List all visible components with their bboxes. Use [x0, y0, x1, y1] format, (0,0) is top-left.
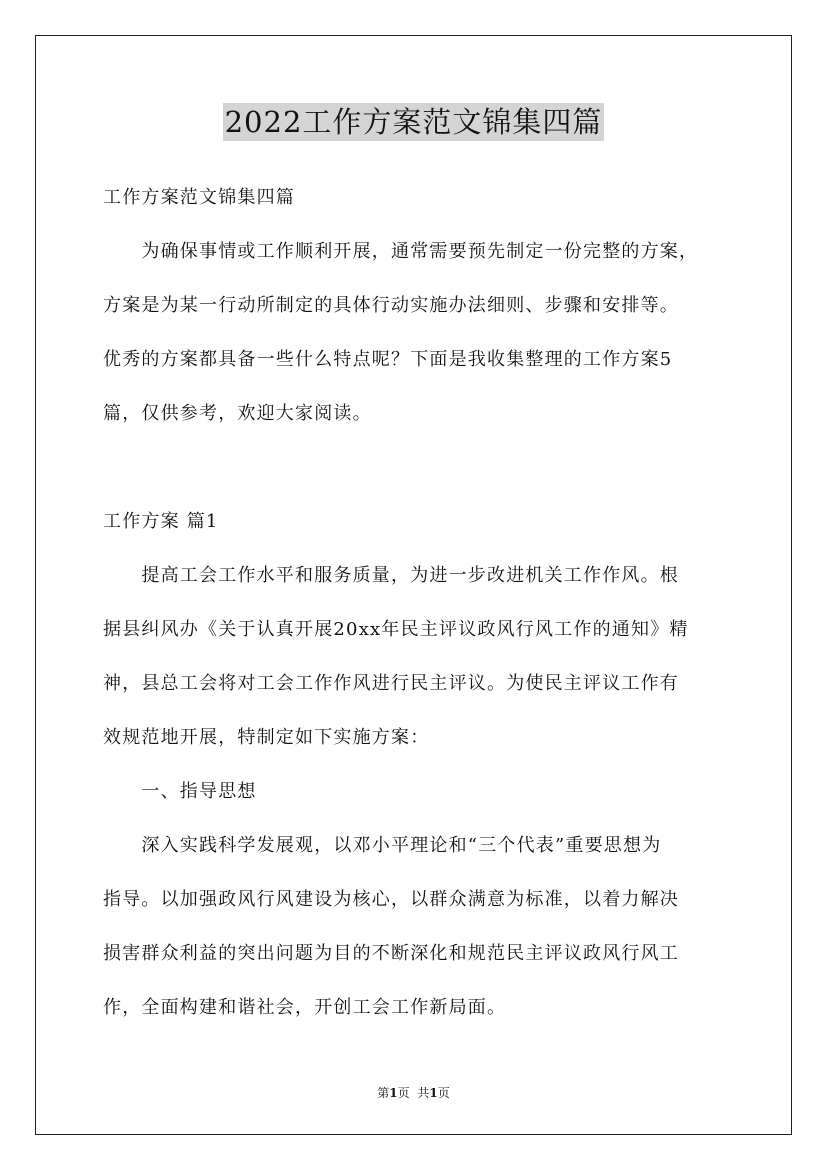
paragraph-line: 损害群众利益的突出问题为目的不断深化和规范民主评议政风行风工 — [103, 943, 679, 964]
paragraph-line: 指导。以加强政风行风建设为核心，以群众满意为标准，以着力解决 — [103, 889, 679, 910]
paragraph-line: 作，全面构建和谐社会，开创工会工作新局面。 — [103, 997, 507, 1018]
footer-total-suffix: 页 — [437, 1086, 450, 1100]
footer-prefix: 第 — [377, 1086, 390, 1100]
footer-total-prefix: 共 — [417, 1086, 430, 1100]
paragraph-line: 优秀的方案都具备一些什么特点呢？下面是我收集整理的工作方案5 — [103, 349, 673, 370]
paragraph-line: 为确保事情或工作顺利开展，通常需要预先制定一份完整的方案， — [103, 241, 699, 262]
section-heading: 工作方案 篇1 — [103, 511, 219, 532]
page-footer — [0, 1084, 827, 1101]
footer-page-suffix: 页 — [397, 1086, 410, 1100]
document-title-row — [0, 100, 827, 141]
subsection-heading: 一、指导思想 — [103, 781, 257, 802]
footer-page-number: 1 — [389, 1086, 398, 1100]
document-title: 2022工作方案范文锦集四篇 — [224, 105, 603, 139]
paragraph-line: 方案是为某一行动所制定的具体行动实施办法细则、步骤和安排等。 — [103, 295, 679, 316]
paragraph-line: 篇，仅供参考，欢迎大家阅读。 — [103, 403, 372, 424]
paragraph-line: 神，县总工会将对工会工作作风进行民主评议。为使民主评议工作有 — [103, 673, 679, 694]
footer-total-number: 1 — [429, 1086, 438, 1100]
paragraph-line: 效规范地开展，特制定如下实施方案： — [103, 727, 430, 748]
paragraph-line: 提高工会工作水平和服务质量，为进一步改进机关工作作风。根 — [103, 565, 679, 586]
paragraph-line: 深入实践科学发展观，以邓小平理论和“三个代表”重要思想为 — [103, 835, 662, 856]
subtitle-line: 工作方案范文锦集四篇 — [103, 187, 295, 208]
paragraph-line: 据县纠风办《关于认真开展20xx年民主评议政风行风工作的通知》精 — [103, 619, 689, 640]
